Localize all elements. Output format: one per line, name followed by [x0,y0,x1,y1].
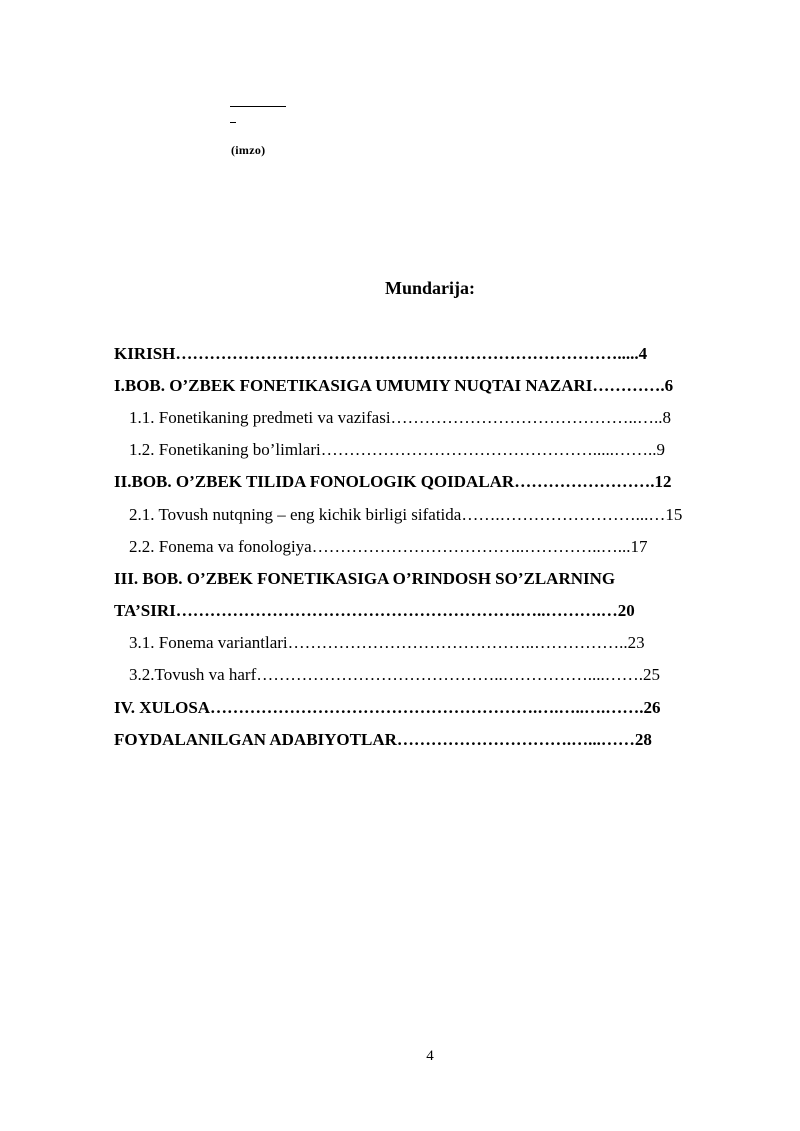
toc-entry-chapter-2: II.BOB. O’ZBEK TILIDA FONOLOGIK QOIDALAR…………………….12 [114,472,672,491]
page-number: 4 [426,1048,434,1064]
toc-entry-chapter-3-line-2: TA’SIRI…………………………………………………….…..……….…20 [114,601,635,620]
toc-entry-references: FOYDALANILGAN ADABIYOTLAR………………………….…...……28 [114,730,652,749]
signature-line [230,106,286,107]
toc-entry-chapter-3-line-1: III. BOB. O’ZBEK FONETIKASIGA O’RINDOSH SO’ZLARNING [114,569,616,588]
toc-title: Mundarija: [385,278,475,298]
toc-entry-chapter-1: I.BOB. O’ZBEK FONETIKASIGA UMUMIY NUQTAI NAZARI………….6 [114,376,674,395]
toc-entry-section-1-1: 1.1. Fonetikaning predmeti va vazifasi……………………………………..…..8 [129,408,672,427]
toc-entry-kirish: KIRISH…………………………………………………………………….....4 [114,344,648,363]
toc-entry-section-2-2: 2.2. Fonema va fonologiya………………………………..…………..…...17 [129,537,648,556]
toc-entry-section-1-2: 1.2. Fonetikaning bo’limlari………………………………………….....……..9 [129,440,665,459]
signature-label: (imzo) [231,143,266,157]
toc-entry-section-3-2: 3.2.Tovush va harf……………………………………..……………....…….25 [129,665,660,684]
toc-entry-section-3-1: 3.1. Fonema variantlari……………………………………..……………..23 [129,633,645,652]
toc-entry-section-2-1: 2.1. Tovush nutqning – eng kichik birligi sifatida…….……………………...…15 [129,505,683,524]
signature-line-dash [230,122,236,123]
toc-entry-chapter-4: IV. XULOSA………………………………………………….….…..….…….26 [114,698,661,717]
